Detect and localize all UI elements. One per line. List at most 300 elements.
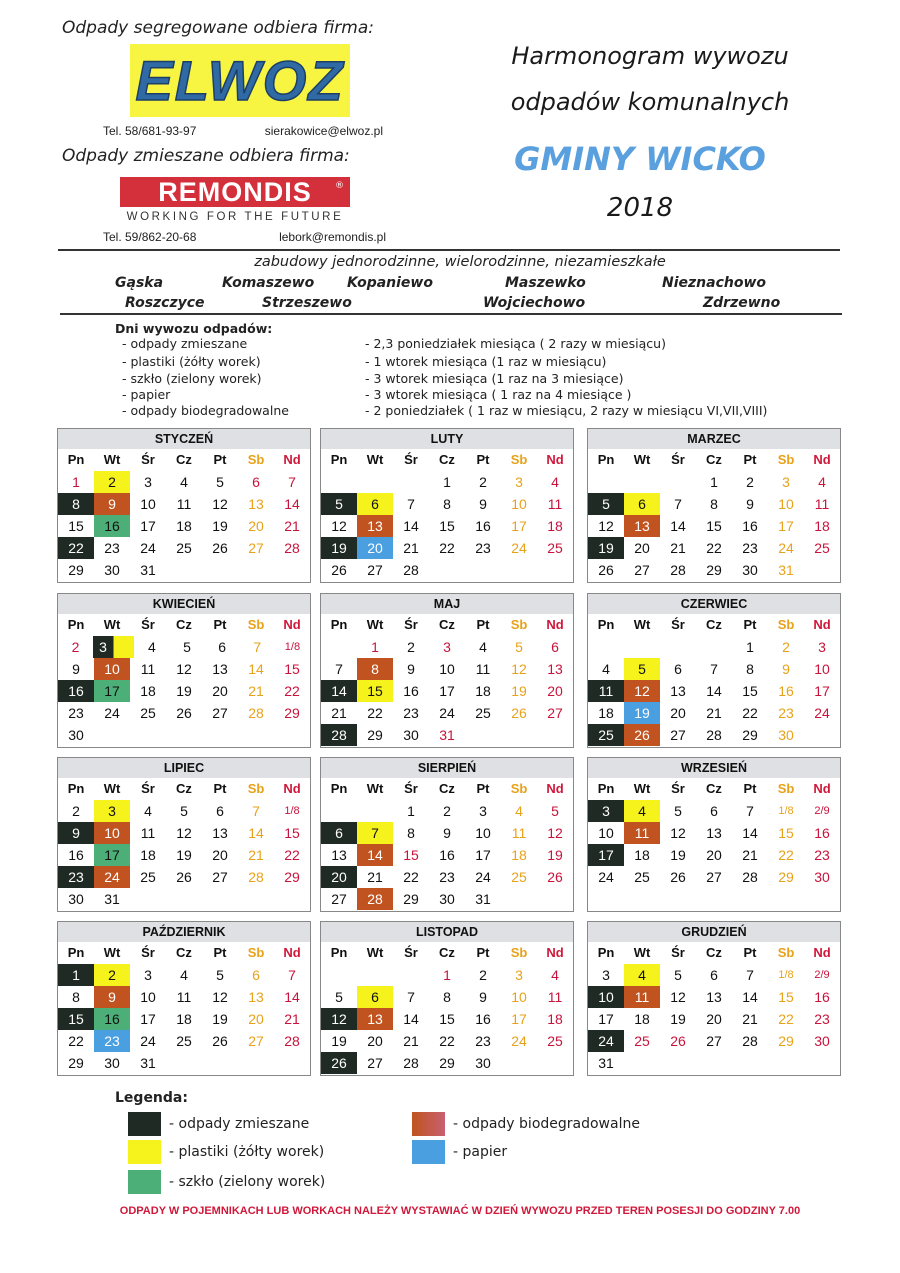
pickup-day-mix: 6	[321, 822, 357, 844]
empty-cell	[588, 888, 624, 910]
pickup-day-mix: 15	[58, 1008, 94, 1030]
divider-top	[58, 249, 840, 251]
weekday-label: Śr	[404, 945, 418, 960]
day-cell: 23	[68, 705, 84, 721]
day-cell: 25	[511, 869, 527, 885]
weekday-label: Sb	[247, 945, 265, 960]
day-cell: 29	[68, 1055, 84, 1071]
pickup-day-bio: 13	[624, 515, 660, 537]
week-row	[321, 471, 573, 493]
weekday-label: Śr	[404, 452, 418, 467]
weekday-label: Wt	[366, 945, 384, 960]
day-cell: 18	[598, 705, 614, 721]
day-cell: 6	[216, 803, 224, 819]
empty-cell	[624, 471, 660, 493]
week-row	[321, 702, 573, 724]
pickup-day-mix: 3	[588, 800, 624, 822]
weekday-label: Sb	[777, 945, 795, 960]
village-komaszewo: Komaszewo	[222, 275, 315, 291]
day-cell: 7	[746, 803, 754, 819]
weekday-label: Wt	[103, 781, 121, 796]
empty-cell	[804, 559, 840, 581]
day-cell: 5	[515, 639, 523, 655]
schedule-when: - 1 wtorek miesiąca (1 raz w miesiącu)	[365, 354, 607, 369]
day-cell: 18	[140, 847, 156, 863]
week-row	[588, 1030, 840, 1052]
empty-cell	[238, 559, 274, 581]
day-cell: 9	[746, 496, 754, 512]
empty-cell	[768, 1052, 804, 1074]
pickup-day-mix: 8	[58, 493, 94, 515]
empty-cell	[238, 1052, 274, 1074]
day-cell: 27	[706, 869, 722, 885]
day-cell: 12	[212, 989, 228, 1005]
day-cell: 1/8	[284, 805, 300, 817]
day-cell: 10	[511, 496, 527, 512]
week-row	[58, 888, 310, 910]
empty-cell	[501, 559, 537, 581]
month-name: WRZESIEŃ	[588, 758, 840, 778]
pickup-day-mix: 23	[58, 866, 94, 888]
day-cell: 30	[403, 727, 419, 743]
day-cell: 1/8	[778, 805, 794, 817]
day-cell: 8	[443, 496, 451, 512]
weekday-row	[588, 942, 840, 964]
pickup-day-pla: 2	[94, 964, 130, 986]
empty-cell	[624, 1052, 660, 1074]
day-cell: 29	[284, 869, 300, 885]
village-wojciechowo: Wojciechowo	[483, 295, 586, 311]
day-cell: 4	[479, 639, 487, 655]
day-cell: 7	[710, 661, 718, 677]
title-line-1: Harmonogram wywozu	[511, 42, 789, 70]
day-cell: 25	[176, 540, 192, 556]
day-cell: 27	[706, 1033, 722, 1049]
empty-cell	[537, 559, 573, 581]
month-calendar	[320, 593, 574, 748]
month-calendar	[587, 593, 841, 748]
legend-swatch-bio	[412, 1112, 445, 1136]
pickup-day-pla: 6	[624, 493, 660, 515]
pickup-day-mix: 24	[588, 1030, 624, 1052]
week-row	[58, 844, 310, 866]
day-cell: 20	[212, 683, 228, 699]
day-cell: 7	[288, 474, 296, 490]
day-cell: 23	[778, 705, 794, 721]
pickup-day-mix: 28	[321, 724, 357, 746]
weekday-label: Nd	[546, 781, 564, 796]
day-cell: 22	[439, 540, 455, 556]
day-cell: 22	[742, 705, 758, 721]
day-cell: 14	[670, 518, 686, 534]
day-cell: 5	[180, 803, 188, 819]
day-cell: 27	[212, 869, 228, 885]
week-row	[321, 822, 573, 844]
pickup-day-bio: 13	[357, 515, 393, 537]
day-cell: 1/8	[778, 969, 794, 981]
day-cell: 24	[439, 705, 455, 721]
schedule-type: - papier	[122, 387, 171, 402]
legend-item-plastic	[128, 1140, 324, 1164]
pickup-day-mix: 5	[588, 493, 624, 515]
weekday-row	[321, 778, 573, 800]
day-cell: 19	[212, 518, 228, 534]
month-name: MARZEC	[588, 429, 840, 449]
day-cell: 22	[403, 869, 419, 885]
week-row	[588, 559, 840, 581]
weekday-label: Sb	[247, 617, 265, 632]
day-cell: 26	[598, 562, 614, 578]
remondis-logo-text: REMONDIS	[158, 176, 312, 207]
day-cell: 11	[176, 989, 192, 1005]
weekday-label: Wt	[103, 945, 121, 960]
week-row	[588, 493, 840, 515]
pickup-day-bio: 11	[624, 822, 660, 844]
day-cell: 20	[367, 1033, 383, 1049]
day-cell: 25	[547, 540, 563, 556]
schedule-type: - odpady biodegradowalne	[122, 403, 289, 418]
empty-cell	[238, 724, 274, 746]
pickup-day-split: 3	[93, 636, 134, 658]
day-cell: 3	[515, 967, 523, 983]
day-cell: 25	[140, 705, 156, 721]
day-cell: 23	[403, 705, 419, 721]
empty-cell	[537, 888, 573, 910]
day-cell: 25	[176, 1033, 192, 1049]
day-cell: 4	[180, 967, 188, 983]
week-row	[588, 515, 840, 537]
schedule-when: - 2 poniedziałek ( 1 raz w miesiącu, 2 razy w miesiącu VI,VII,VIII)	[365, 403, 768, 418]
day-cell: 31	[439, 727, 455, 743]
day-cell: 14	[284, 496, 300, 512]
day-cell: 28	[284, 1033, 300, 1049]
weekday-label: Wt	[633, 617, 651, 632]
weekday-label: Śr	[671, 617, 685, 632]
weekday-label: Pt	[743, 452, 757, 467]
day-cell: 30	[104, 1055, 120, 1071]
day-cell: 11	[814, 496, 830, 512]
weekday-label: Nd	[283, 617, 301, 632]
weekday-label: Cz	[706, 617, 722, 632]
day-cell: 10	[511, 989, 527, 1005]
weekday-label: Nd	[283, 452, 301, 467]
empty-cell	[321, 636, 357, 658]
pickup-day-mix: 19	[588, 537, 624, 559]
day-cell: 30	[475, 1055, 491, 1071]
day-cell: 2	[72, 803, 80, 819]
day-cell: 20	[706, 847, 722, 863]
weekday-label: Wt	[366, 781, 384, 796]
week-row	[321, 866, 573, 888]
day-cell: 6	[710, 803, 718, 819]
week-row	[58, 822, 310, 844]
pickup-day-mix: 1	[58, 964, 94, 986]
pickup-day-szk: 17	[94, 680, 130, 702]
legend-label: - odpady biodegradowalne	[453, 1116, 640, 1132]
day-cell: 27	[248, 1033, 264, 1049]
day-cell: 11	[511, 825, 527, 841]
day-cell: 9	[479, 496, 487, 512]
week-row	[58, 636, 310, 658]
legend-title: Legenda:	[115, 1090, 188, 1106]
day-cell: 29	[68, 562, 84, 578]
day-cell: 27	[634, 562, 650, 578]
day-cell: 6	[674, 661, 682, 677]
weekday-label: Cz	[706, 945, 722, 960]
legend-item-paper	[412, 1140, 507, 1164]
day-cell: 7	[407, 989, 415, 1005]
day-cell: 10	[140, 989, 156, 1005]
pickup-day-szk: 16	[94, 1008, 130, 1030]
weekday-label: Cz	[176, 781, 192, 796]
pickup-day-pap: 23	[94, 1030, 130, 1052]
day-cell: 19	[547, 847, 563, 863]
day-cell: 29	[778, 869, 794, 885]
month-calendar	[320, 428, 574, 583]
empty-cell	[166, 724, 202, 746]
day-cell: 23	[742, 540, 758, 556]
day-cell: 22	[367, 705, 383, 721]
day-cell: 15	[778, 989, 794, 1005]
day-cell: 26	[212, 540, 228, 556]
day-cell: 25	[814, 540, 830, 556]
empty-cell	[238, 888, 274, 910]
week-row	[588, 680, 840, 702]
weekday-label: Pn	[330, 617, 348, 632]
day-cell: 29	[284, 705, 300, 721]
day-cell: 27	[331, 891, 347, 907]
day-cell: 10	[814, 661, 830, 677]
day-cell: 26	[176, 869, 192, 885]
day-cell: 26	[176, 705, 192, 721]
pickup-day-pla: 5	[624, 658, 660, 680]
remondis-tagline: WORKING FOR THE FUTURE	[126, 211, 344, 223]
empty-cell	[166, 888, 202, 910]
day-cell: 14	[742, 825, 758, 841]
day-cell: 23	[104, 540, 120, 556]
day-cell: 2	[443, 803, 451, 819]
day-cell: 28	[248, 705, 264, 721]
week-row	[588, 888, 840, 910]
day-cell: 1	[746, 639, 754, 655]
week-row	[321, 493, 573, 515]
day-cell: 17	[475, 847, 491, 863]
day-cell: 30	[104, 562, 120, 578]
day-cell: 23	[439, 869, 455, 885]
day-cell: 28	[742, 869, 758, 885]
schedule-when: - 3 wtorek miesiąca ( 1 raz na 4 miesiące )	[365, 387, 632, 402]
legend-label: - odpady zmieszane	[169, 1116, 310, 1132]
day-cell: 10	[140, 496, 156, 512]
divider-bottom	[60, 313, 842, 315]
day-cell: 24	[511, 540, 527, 556]
day-cell: 2	[407, 639, 415, 655]
day-cell: 16	[814, 825, 830, 841]
day-cell: 17	[511, 1011, 527, 1027]
empty-cell	[321, 964, 357, 986]
weekday-label: Nd	[813, 781, 831, 796]
day-cell: 28	[403, 562, 419, 578]
day-cell: 11	[140, 661, 156, 677]
day-cell: 21	[706, 705, 722, 721]
day-cell: 5	[674, 967, 682, 983]
day-cell: 5	[183, 639, 191, 655]
day-cell: 2/9	[814, 969, 830, 981]
weekday-label: Śr	[141, 781, 155, 796]
day-cell: 8	[443, 989, 451, 1005]
weekday-row	[58, 778, 310, 800]
empty-cell	[130, 888, 166, 910]
weekday-label: Cz	[176, 452, 192, 467]
day-cell: 23	[814, 1011, 830, 1027]
weekday-label: Pn	[67, 781, 85, 796]
day-cell: 7	[407, 496, 415, 512]
day-cell: 1	[710, 474, 718, 490]
day-cell: 3	[515, 474, 523, 490]
day-cell: 5	[551, 803, 559, 819]
day-cell: 15	[439, 518, 455, 534]
empty-cell	[537, 1052, 573, 1074]
day-cell: 3	[602, 967, 610, 983]
day-cell: 10	[598, 825, 614, 841]
empty-cell	[274, 724, 310, 746]
empty-cell	[588, 636, 624, 658]
day-cell: 11	[547, 496, 563, 512]
weekday-row	[588, 614, 840, 636]
day-cell: 20	[706, 1011, 722, 1027]
empty-cell	[501, 1052, 537, 1074]
day-cell: 27	[248, 540, 264, 556]
weekday-label: Wt	[103, 452, 121, 467]
weekday-label: Pt	[476, 945, 490, 960]
week-row	[58, 1008, 310, 1030]
day-cell: 26	[670, 1033, 686, 1049]
weekday-label: Nd	[283, 945, 301, 960]
day-cell: 7	[288, 967, 296, 983]
empty-cell	[696, 636, 732, 658]
segregated-intro: Odpady segregowane odbiera firma:	[62, 18, 374, 38]
pickup-day-mix: 9	[58, 822, 94, 844]
day-cell: 23	[475, 540, 491, 556]
day-cell: 4	[144, 803, 152, 819]
day-cell: 7	[674, 496, 682, 512]
weekday-label: Wt	[633, 945, 651, 960]
week-row	[588, 844, 840, 866]
day-cell: 28	[706, 727, 722, 743]
empty-cell	[732, 888, 768, 910]
month-calendar	[587, 921, 841, 1076]
elwoz-email[interactable]: sierakowice@elwoz.pl	[264, 124, 383, 138]
week-row	[588, 702, 840, 724]
day-cell: 20	[212, 847, 228, 863]
day-cell: 23	[475, 1033, 491, 1049]
pickup-day-bio: 13	[357, 1008, 393, 1030]
pickup-day-mix: 10	[588, 986, 624, 1008]
week-row	[588, 800, 840, 822]
weekday-label: Nd	[813, 945, 831, 960]
week-row	[588, 1052, 840, 1074]
day-cell: 18	[547, 1011, 563, 1027]
remondis-email[interactable]: lebork@remondis.pl	[279, 230, 386, 244]
pickup-day-mix: 19	[321, 537, 357, 559]
weekday-label: Pn	[330, 945, 348, 960]
empty-cell	[202, 888, 238, 910]
empty-cell	[804, 724, 840, 746]
day-cell: 8	[72, 989, 80, 1005]
day-cell: 6	[551, 639, 559, 655]
month-calendar	[57, 921, 311, 1076]
week-row	[58, 1052, 310, 1074]
month-name: LUTY	[321, 429, 573, 449]
day-cell: 16	[475, 518, 491, 534]
empty-cell	[393, 471, 429, 493]
day-cell: 15	[706, 518, 722, 534]
pickup-day-szk: 17	[94, 844, 130, 866]
mixed-intro: Odpady zmieszane odbiera firma:	[62, 146, 350, 166]
day-cell: 13	[248, 496, 264, 512]
day-cell: 5	[216, 474, 224, 490]
day-cell: 20	[248, 1011, 264, 1027]
pickup-day-pla: 3	[94, 800, 130, 822]
day-cell: 13	[212, 825, 228, 841]
day-cell: 29	[403, 891, 419, 907]
legend-label: - szkło (zielony worek)	[169, 1174, 326, 1190]
week-row	[588, 636, 840, 658]
day-cell: 12	[598, 518, 614, 534]
week-row	[321, 844, 573, 866]
day-cell: 20	[670, 705, 686, 721]
day-cell: 11	[475, 661, 491, 677]
day-cell: 1	[371, 639, 379, 655]
day-cell: 6	[710, 967, 718, 983]
building-types: zabudowy jednorodzinne, wielorodzinne, niezamieszkałe	[254, 254, 666, 270]
day-cell: 3	[144, 474, 152, 490]
day-cell: 16	[68, 847, 84, 863]
schedule-when: - 2,3 poniedziałek miesiąca ( 2 razy w miesiącu)	[365, 336, 666, 351]
remondis-phone: Tel. 59/862-20-68	[103, 230, 197, 244]
day-cell: 24	[140, 540, 156, 556]
week-row	[321, 559, 573, 581]
empty-cell	[357, 800, 393, 822]
weekday-label: Sb	[510, 452, 528, 467]
day-cell: 5	[674, 803, 682, 819]
day-cell: 10	[778, 496, 794, 512]
day-cell: 11	[176, 496, 192, 512]
day-cell: 16	[778, 683, 794, 699]
day-cell: 15	[403, 847, 419, 863]
empty-cell	[130, 724, 166, 746]
day-cell: 21	[403, 1033, 419, 1049]
day-cell: 14	[403, 1011, 419, 1027]
day-cell: 30	[439, 891, 455, 907]
pickup-day-bio: 28	[357, 888, 393, 910]
schedule-type: - szkło (zielony worek)	[122, 371, 262, 386]
weekday-row	[321, 449, 573, 471]
month-name: PAŹDZIERNIK	[58, 922, 310, 942]
day-cell: 1	[443, 967, 451, 983]
day-cell: 17	[439, 683, 455, 699]
day-cell: 31	[140, 562, 156, 578]
day-cell: 3	[144, 967, 152, 983]
day-cell: 18	[547, 518, 563, 534]
footer-notice: ODPADY W POJEMNIKACH LUB WORKACH NALEŻY WYSTAWIAĆ W DZIEŃ WYWOZU PRZED TEREN POSESJI DO GODZINY 7.00	[119, 1205, 801, 1217]
weekday-label: Pt	[476, 452, 490, 467]
day-cell: 22	[778, 847, 794, 863]
pickup-day-pla: 6	[357, 986, 393, 1008]
day-cell: 13	[331, 847, 347, 863]
day-cell: 3	[443, 639, 451, 655]
legend-item-bio	[412, 1112, 640, 1136]
